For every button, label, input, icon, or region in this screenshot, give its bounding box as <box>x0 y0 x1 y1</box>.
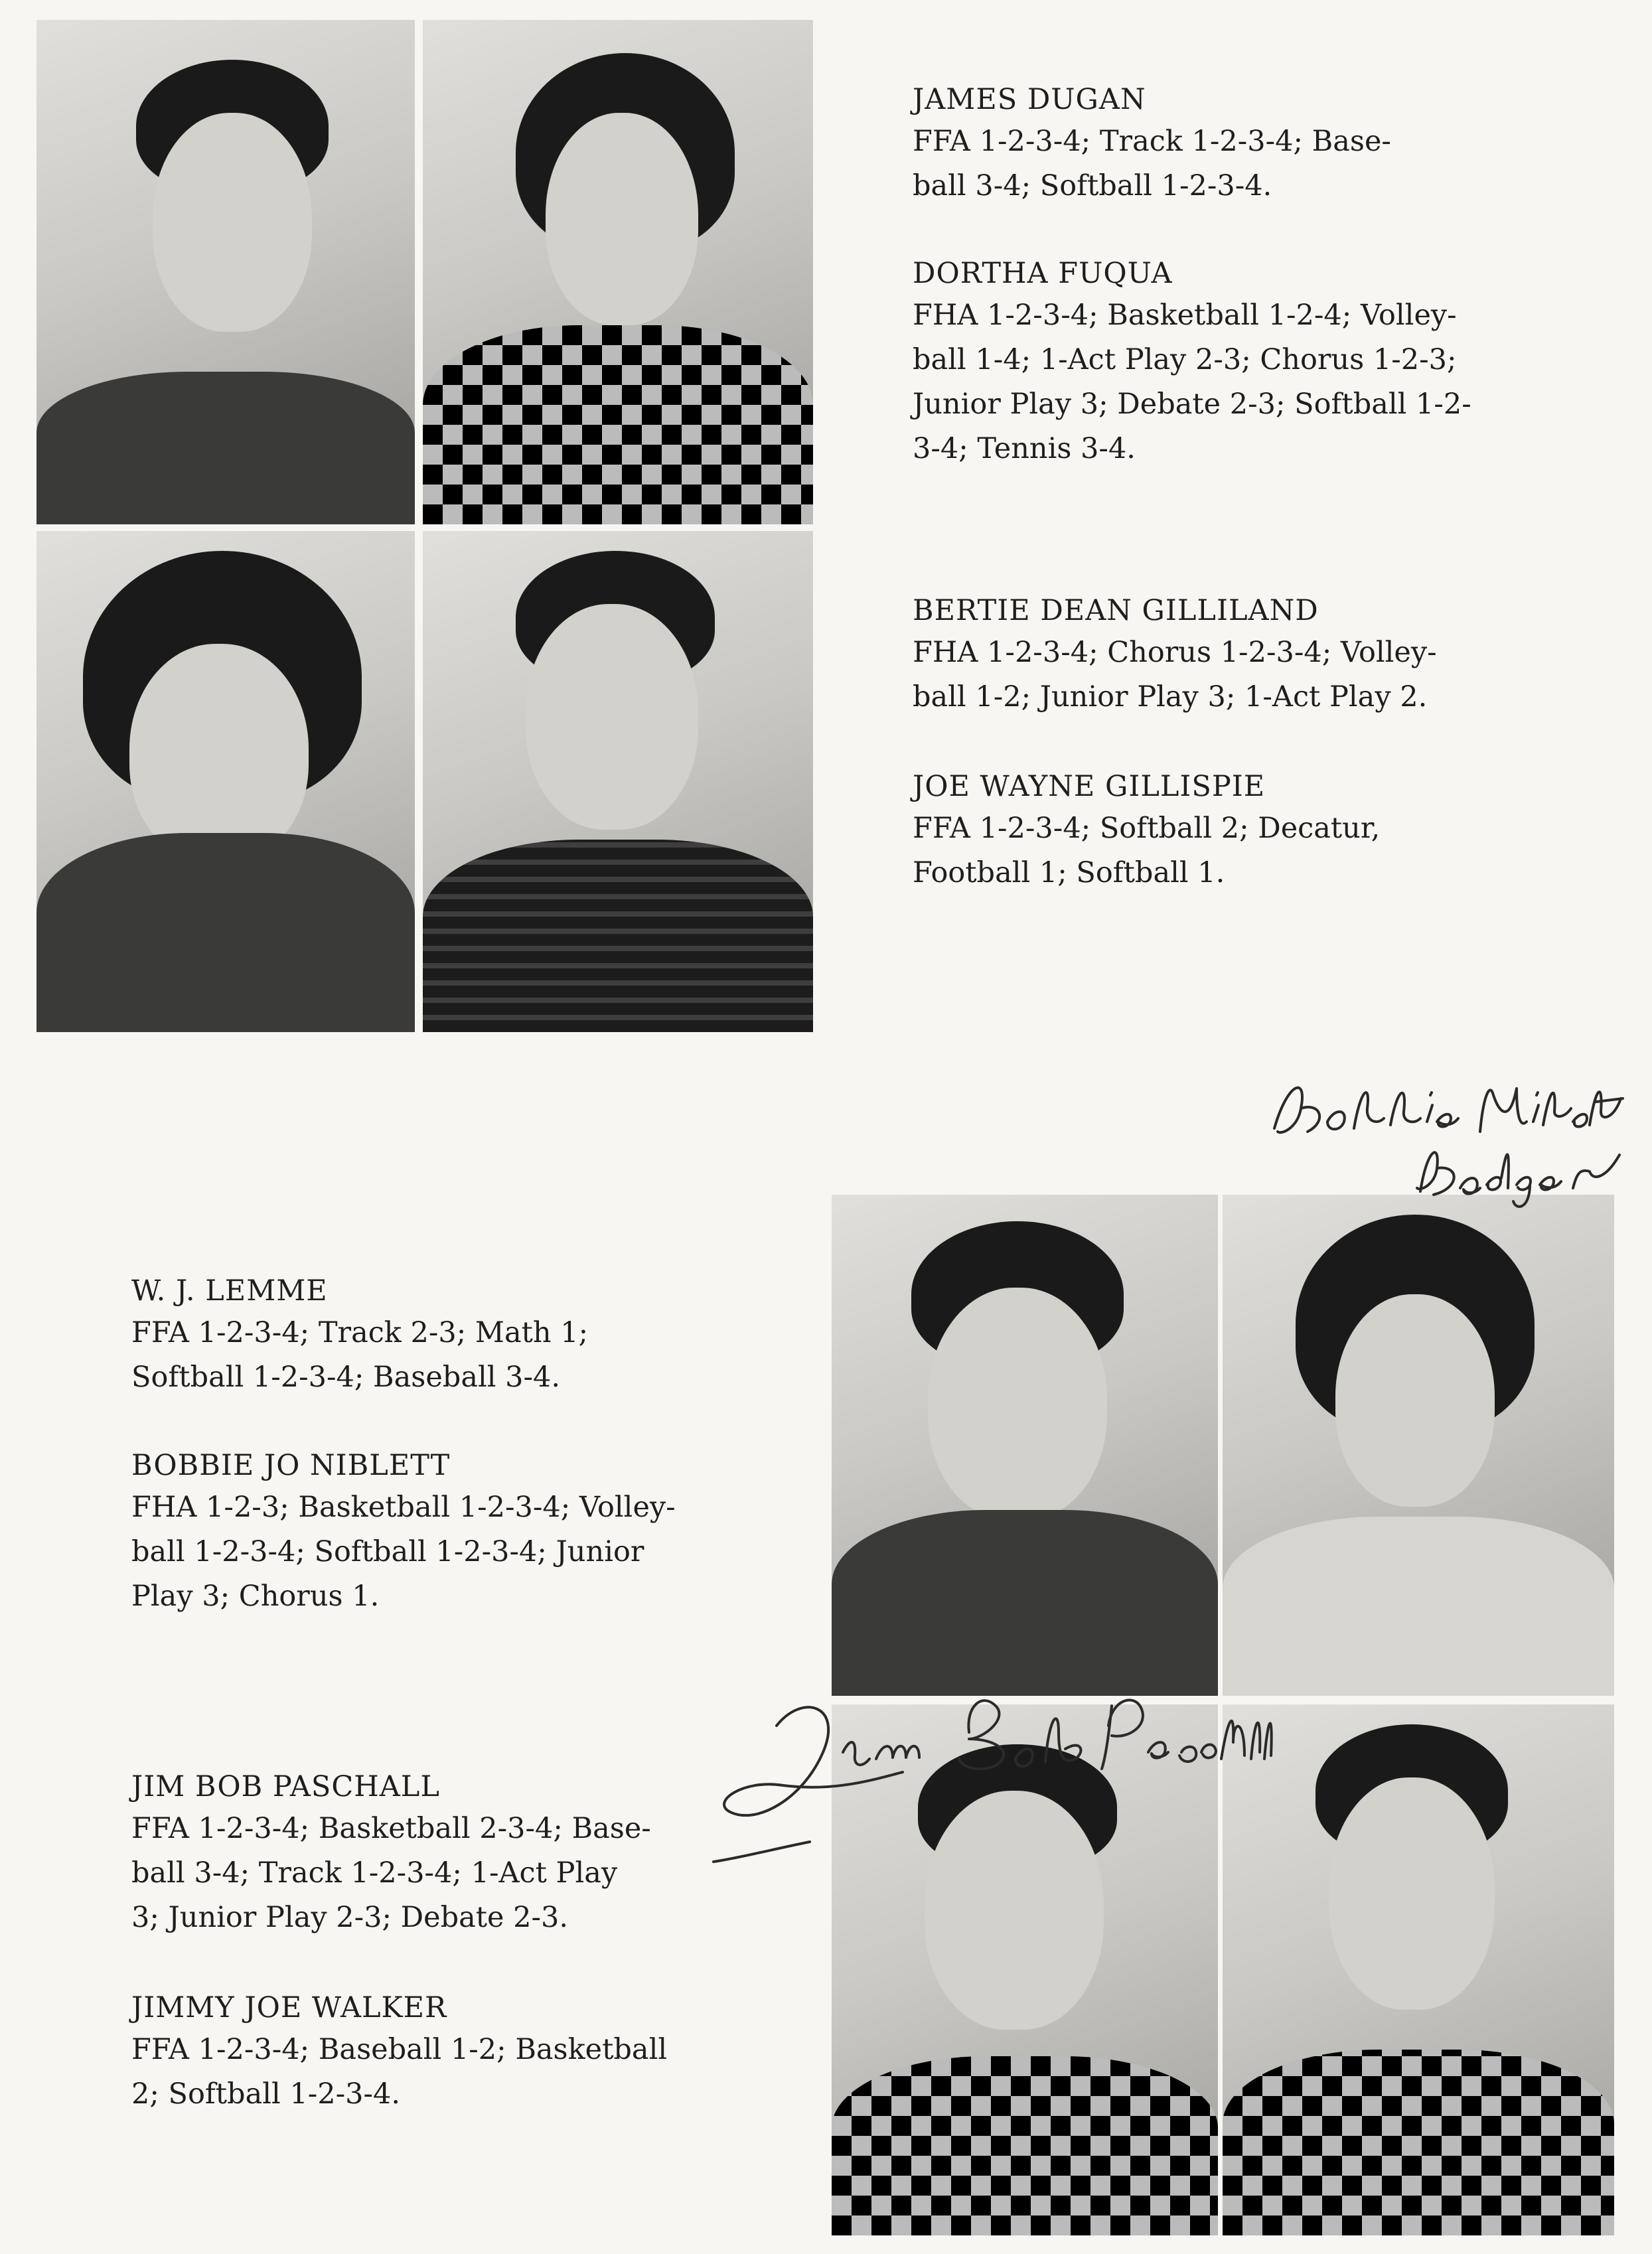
student-activities: FFA 1-2-3-4; Softball 2; Decatur, <box>913 812 1381 845</box>
portrait-photo <box>1223 1195 1614 1696</box>
student-activities: ball 3-4; Softball 1-2-3-4. <box>913 169 1272 202</box>
portrait-photo <box>423 20 813 524</box>
student-name: DORTHA FUQUA <box>913 257 1173 290</box>
student-entry <box>913 767 1380 895</box>
student-activities: ball 1-4; 1-Act Play 2-3; Chorus 1-2-3; <box>913 343 1457 376</box>
student-activities: FFA 1-2-3-4; Track 2-3; Math 1; <box>131 1316 589 1349</box>
student-activities: Football 1; Softball 1. <box>913 856 1225 889</box>
student-activities: ball 1-2; Junior Play 3; 1-Act Play 2. <box>913 680 1428 714</box>
student-activities: Junior Play 3; Debate 2-3; Softball 1-2- <box>913 388 1471 421</box>
student-activities: ball 1-2-3-4; Softball 1-2-3-4; Junior <box>131 1535 644 1568</box>
handwritten-signature <box>704 1679 1274 1878</box>
student-name: JAMES DUGAN <box>913 83 1146 116</box>
portrait-photo <box>423 531 813 1032</box>
student-activities: 2; Softball 1-2-3-4. <box>131 2077 401 2111</box>
student-entry <box>131 1767 651 1940</box>
student-activities: FHA 1-2-3-4; Chorus 1-2-3-4; Volley- <box>913 636 1437 669</box>
student-activities: 3; Junior Play 2-3; Debate 2-3. <box>131 1901 569 1934</box>
student-activities: FFA 1-2-3-4; Baseball 1-2; Basketball <box>131 2033 668 2066</box>
student-activities: Play 3; Chorus 1. <box>131 1580 380 1613</box>
student-activities: ball 3-4; Track 1-2-3-4; 1-Act Play <box>131 1856 618 1890</box>
portrait-photo <box>1223 1704 1614 2235</box>
student-name: JIM BOB PASCHALL <box>131 1770 440 1803</box>
handwritten-signature <box>1261 1055 1633 1215</box>
student-activities: FFA 1-2-3-4; Basketball 2-3-4; Base- <box>131 1812 651 1845</box>
portrait-photo <box>37 531 415 1032</box>
student-entry <box>131 1988 667 2117</box>
student-name: BOBBIE JO NIBLETT <box>131 1449 451 1482</box>
student-name: JIMMY JOE WALKER <box>131 1991 447 2024</box>
student-activities: FHA 1-2-3; Basketball 1-2-3-4; Volley- <box>131 1491 676 1524</box>
student-activities: FHA 1-2-3-4; Basketball 1-2-4; Volley- <box>913 299 1457 332</box>
student-entry <box>913 254 1471 471</box>
student-entry <box>913 591 1437 719</box>
portrait-photo <box>37 20 415 524</box>
student-name: BERTIE DEAN GILLILAND <box>913 594 1319 627</box>
student-name: W. J. LEMME <box>131 1274 328 1308</box>
student-entry <box>131 1446 676 1619</box>
portrait-photo <box>832 1195 1218 1696</box>
student-activities: 3-4; Tennis 3-4. <box>913 432 1136 465</box>
student-name: JOE WAYNE GILLISPIE <box>913 770 1266 803</box>
student-activities: FFA 1-2-3-4; Track 1-2-3-4; Base- <box>913 125 1391 158</box>
student-entry <box>913 80 1391 208</box>
student-entry <box>131 1271 588 1400</box>
student-activities: Softball 1-2-3-4; Baseball 3-4. <box>131 1361 561 1394</box>
